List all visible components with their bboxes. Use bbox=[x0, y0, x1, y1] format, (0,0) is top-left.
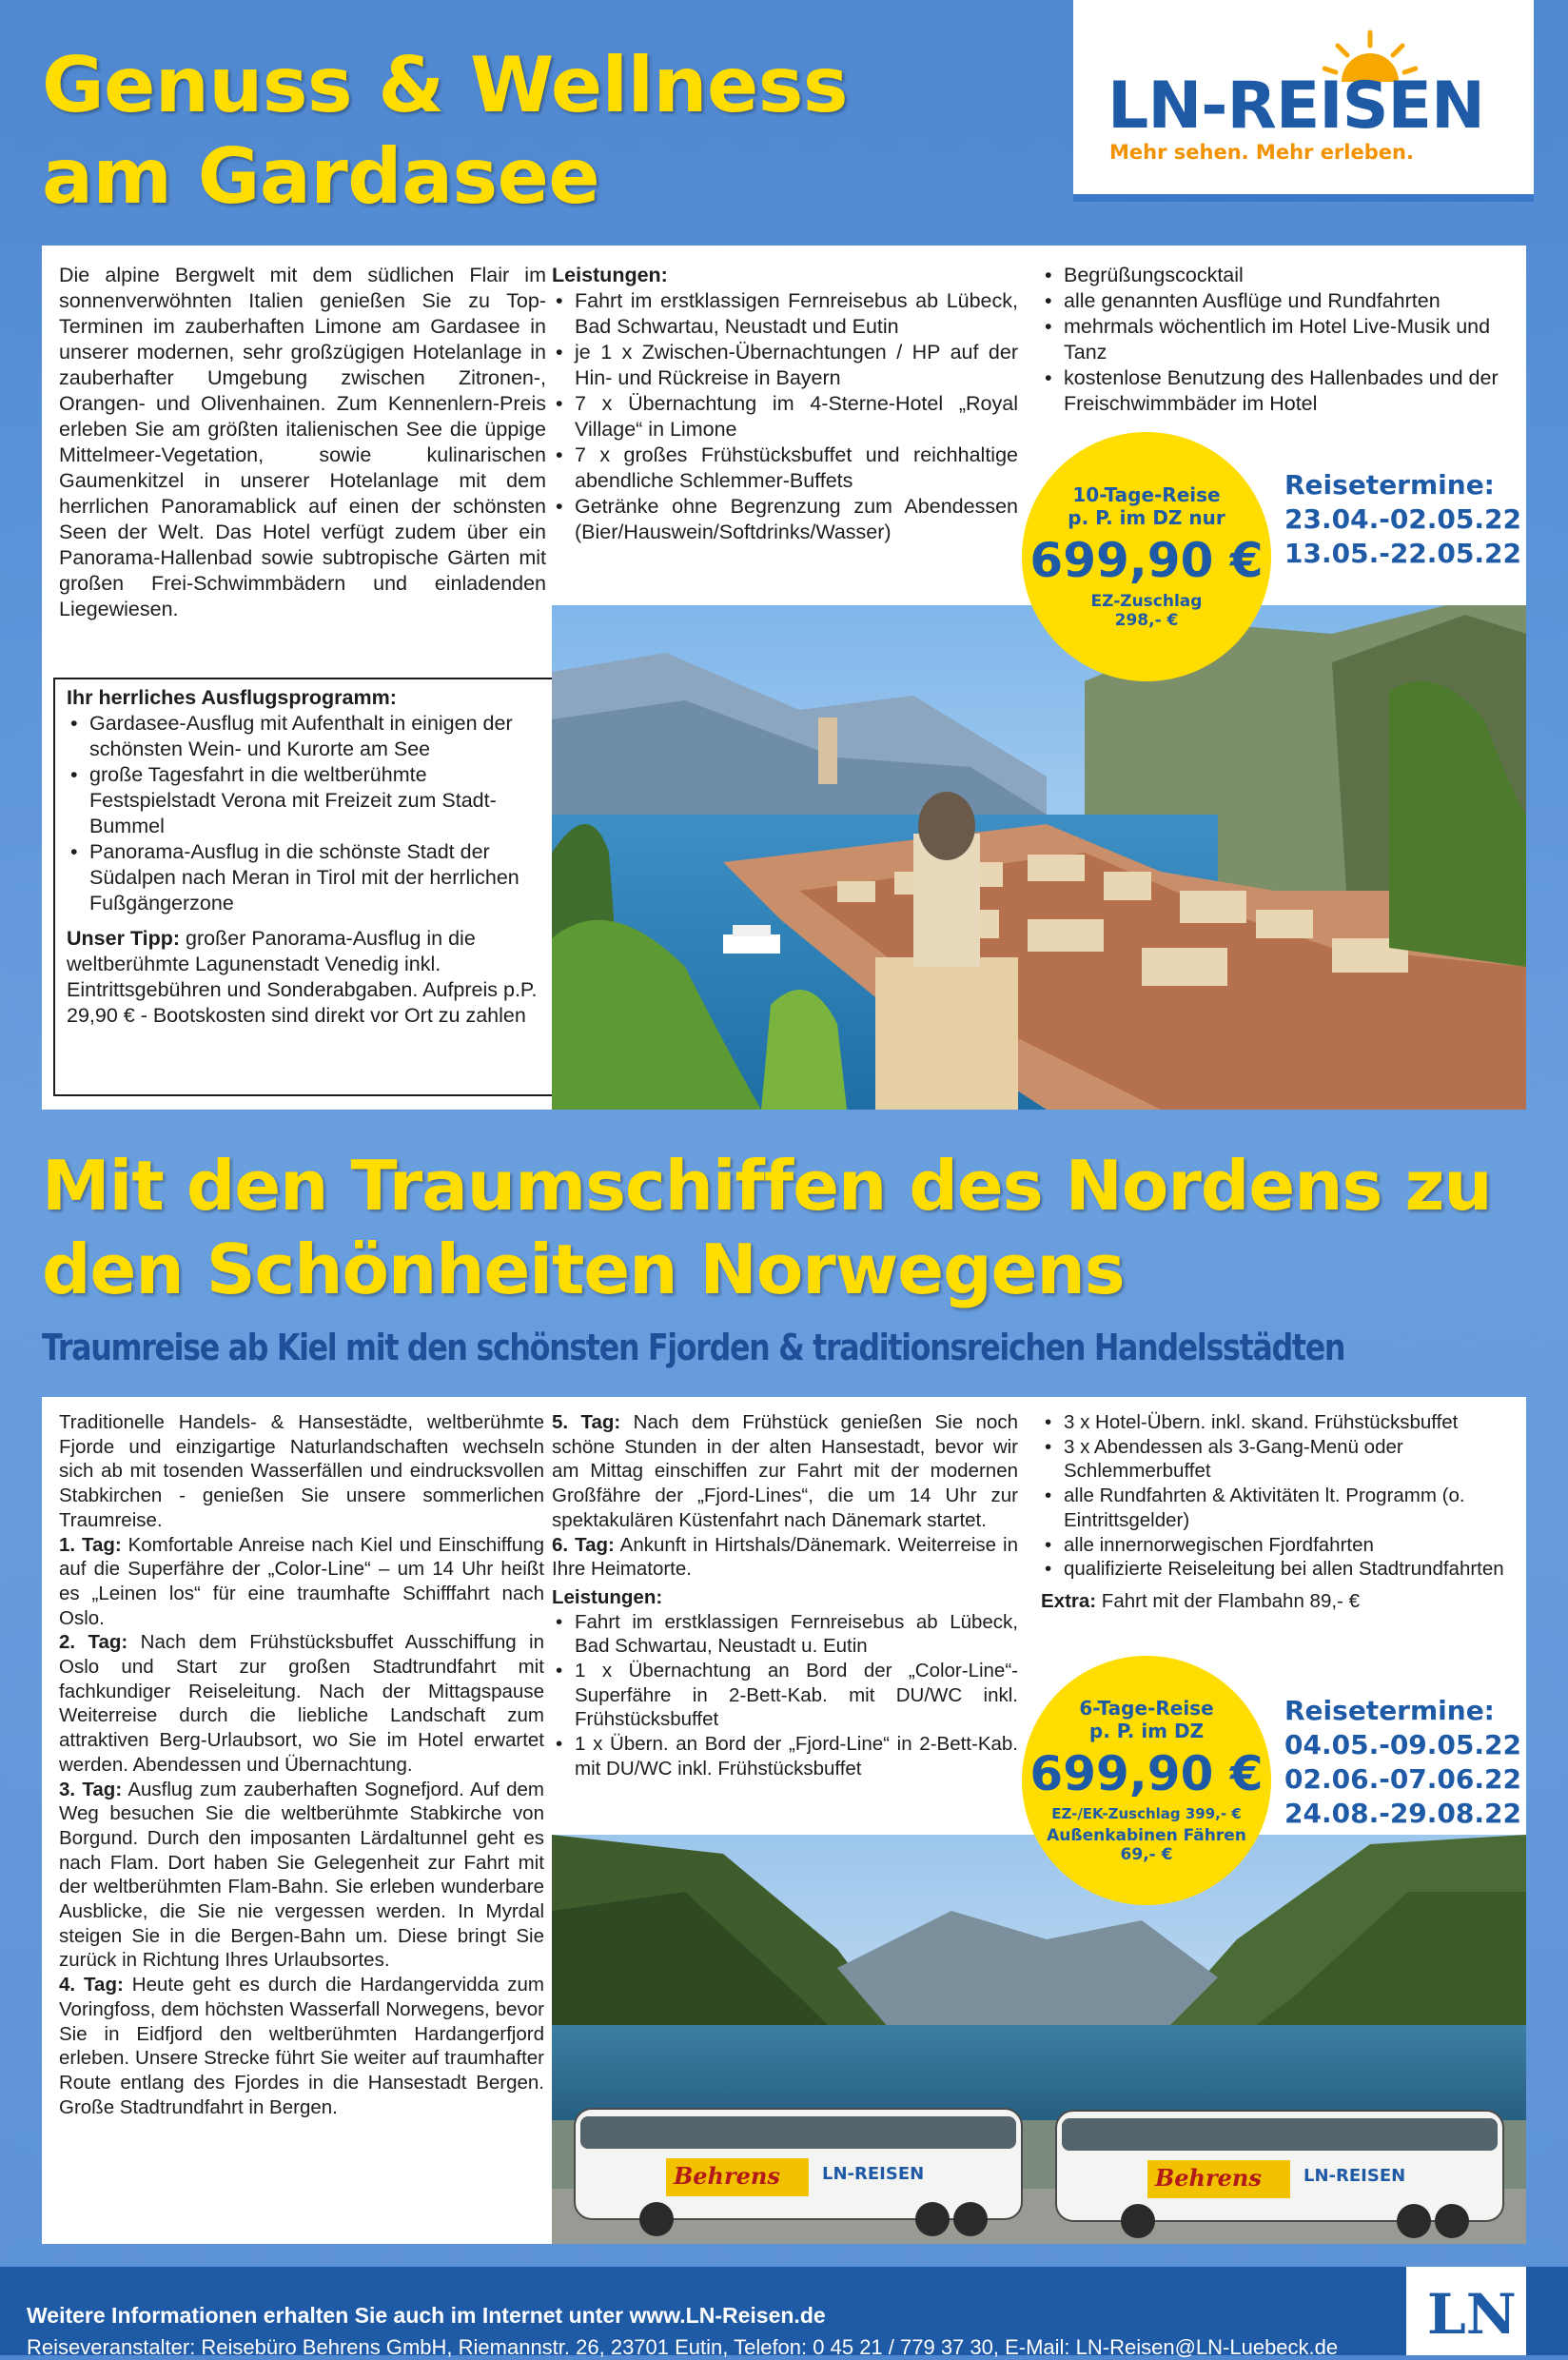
list-item: • Begrüßungscocktail bbox=[1041, 263, 1517, 288]
footer-contact: Reiseveranstalter: Reisebüro Behrens GmbH, Riemannstr. 26, 23701 Eutin, Telefon: 0 45 21 / 779 37 30, E-Mail: LN-Reisen@LN-Luebeck.de bbox=[27, 2335, 1339, 2359]
list-item: • 7 x großes Frühstücksbuffet und reichhaltige abendliche Schlemmer-Buffets bbox=[552, 442, 1018, 494]
day-label: 4. Tag: bbox=[59, 1974, 124, 1996]
badge-line2: p. P. im DZ nur bbox=[1068, 506, 1225, 529]
norwegen-title-2: den Schönheiten Norwegens bbox=[42, 1229, 1125, 1309]
list-item: • Fahrt im erstklassigen Fernreisebus ab Lübeck, Bad Schwartau, Neustadt u. Eutin bbox=[552, 1610, 1018, 1659]
ausflug-heading: Ihr herrliches Ausflugsprogramm: bbox=[67, 686, 397, 709]
list-item: • 3 x Abendessen als 3-Gang-Menü oder Schlemmerbuffet bbox=[1041, 1435, 1517, 1484]
tipp-label: Unser Tipp: bbox=[67, 927, 181, 950]
day-label: 5. Tag: bbox=[552, 1411, 621, 1433]
extra-text: Fahrt mit der Flambahn 89,- € bbox=[1096, 1589, 1360, 1612]
list-item: • je 1 x Zwischen-Übernachtungen / HP auf der Hin- und Rückreise in Bayern bbox=[552, 340, 1018, 391]
norwegen-price-badge bbox=[1022, 1656, 1271, 1905]
tipp-text: großer Panorama-Ausflug in die weltberühmte Lagunenstadt Venedig inkl. Eintrittsgebühren und Sonderabgaben. Aufpreis p.P. 29,90 € - Bootskosten sind direkt vor Ort zu zahlen bbox=[67, 927, 538, 1027]
extra-paragraph bbox=[1041, 1589, 1517, 1614]
day-paragraph bbox=[552, 1410, 1018, 1533]
list-item: • 7 x Übernachtung im 4-Sterne-Hotel „Royal Village“ in Limone bbox=[552, 391, 1018, 442]
tipp-paragraph bbox=[67, 926, 542, 1029]
day-paragraph bbox=[59, 1778, 544, 1974]
list-item: • 1 x Übernachtung an Bord der „Color-Line“-Superfähre in 2-Bett-Kab. mit DU/WC inkl. Frühstücksbuffet bbox=[552, 1659, 1018, 1732]
termine-date: 04.05.-09.05.22 bbox=[1284, 1729, 1521, 1760]
norwegen-col2 bbox=[552, 1410, 1018, 1781]
limone-photo bbox=[552, 605, 1526, 1110]
badge-extra2: 298,- € bbox=[1114, 611, 1179, 630]
gardasee-title-2: am Gardasee bbox=[42, 132, 600, 221]
day-paragraph bbox=[552, 1533, 1018, 1582]
ausflug-box bbox=[53, 678, 556, 1096]
norwegen-panel bbox=[42, 1397, 1526, 2244]
gardasee-leistungen bbox=[552, 263, 1018, 545]
termine-date: 02.06.-07.06.22 bbox=[1284, 1763, 1521, 1795]
badge-extra1: EZ-Zuschlag bbox=[1090, 592, 1203, 611]
badge-extra1: EZ-/EK-Zuschlag 399,- € bbox=[1051, 1805, 1242, 1822]
leistungen-heading: Leistungen: bbox=[552, 1585, 663, 1608]
day-paragraph bbox=[59, 1533, 544, 1631]
list-item: • 3 x Hotel-Übern. inkl. skand. Frühstücksbuffet bbox=[1041, 1410, 1517, 1435]
norwegen-subtitle: Traumreise ab Kiel mit den schönsten Fjorden & traditionsreichen Handelsstädten bbox=[42, 1327, 1345, 1368]
list-item: • Gardasee-Ausflug mit Aufenthalt in einigen der schönsten Wein- und Kurorte am See bbox=[67, 711, 542, 762]
list-item: • qualifizierte Reiseleitung bei allen Stadtrundfahrten bbox=[1041, 1557, 1517, 1582]
badge-line2: p. P. im DZ bbox=[1088, 1720, 1205, 1742]
bus-1-brand: Behrens bbox=[674, 2162, 780, 2190]
norwegen-col3 bbox=[1041, 1410, 1517, 1614]
bus-2-logo: LN-REISEN bbox=[1303, 2166, 1406, 2186]
badge-extra3: 69,- € bbox=[1120, 1845, 1173, 1864]
fjord-photo bbox=[552, 1835, 1526, 2244]
list-item: • alle innernorwegischen Fjordfahrten bbox=[1041, 1533, 1517, 1558]
norwegen-intro: Traditionelle Handels- & Hansestädte, weltberühmte Fjorde und einzigartige Naturlandschaften wechseln sich ab mit tosenden Wasserfällen und eindrucksvollen Stabkirchen - genießen Sie unsere sommerlichen Traumreise. bbox=[59, 1411, 544, 1531]
day-label: 3. Tag: bbox=[59, 1778, 123, 1800]
gardasee-leistungen-col3 bbox=[1041, 263, 1517, 417]
termine-date: 23.04.-02.05.22 bbox=[1284, 503, 1521, 535]
day-paragraph bbox=[59, 1630, 544, 1777]
list-item: • 1 x Übern. an Bord der „Fjord-Line“ in 2-Bett-Kab. mit DU/WC inkl. Frühstücksbuffet bbox=[552, 1732, 1018, 1780]
logo-box bbox=[1073, 0, 1534, 202]
day-paragraph bbox=[59, 1973, 544, 2119]
termine-heading: Reisetermine: bbox=[1284, 469, 1495, 501]
gardasee-panel bbox=[42, 246, 1526, 1110]
list-item: • alle Rundfahrten & Aktivitäten lt. Programm (o. Eintrittsgelder) bbox=[1041, 1484, 1517, 1532]
list-item: • Fahrt im erstklassigen Fernreisebus ab Lübeck, Bad Schwartau, Neustadt und Eutin bbox=[552, 288, 1018, 340]
logo-brand: LN-REISEN bbox=[1107, 69, 1484, 144]
gardasee-termine bbox=[1284, 468, 1521, 571]
leistungen-list bbox=[552, 288, 1018, 545]
bus-2-brand: Behrens bbox=[1155, 2164, 1262, 2192]
list-item: • Getränke ohne Begrenzung zum Abendessen (Bier/Hauswein/Softdrinks/Wasser) bbox=[552, 494, 1018, 545]
badge-line1: 10-Tage-Reise bbox=[1072, 483, 1221, 506]
badge-price: 699,90 € bbox=[1029, 533, 1264, 588]
footer bbox=[0, 2267, 1568, 2359]
bus-1 bbox=[575, 2109, 1022, 2236]
day-label: 2. Tag: bbox=[59, 1631, 128, 1654]
footer-logo: LN bbox=[1427, 2282, 1517, 2347]
day-text: Nach dem Frühstück genießen Sie noch schöne Stunden in der alten Hansestadt, bevor wir am Mittag einschiffen zur Fahrt mit der modernen Großfähre der „Fjord-Lines“, die um 14 Uhr zur spektakulären Küstenfahrt nach Dänemark startet. bbox=[552, 1411, 1018, 1531]
list-item: • große Tagesfahrt in die weltberühmte Festspielstadt Verona mit Freizeit zum Stadt-Bummel bbox=[67, 762, 542, 839]
termine-heading: Reisetermine: bbox=[1284, 1695, 1495, 1726]
gardasee-intro-text: Die alpine Bergwelt mit dem südlichen Flair im sonnenverwöhnten Italien genießen Sie zu Top-Terminen im zauberhaften Limone am Gardasee in unserer modernen, sehr großzügigen Hotelanlage in zauberhafter Umgebung zwischen Zitronen-, Orangen- und Olivenhainen. Zum Kennenlern-Preis erleben Sie am größten italienischen See die üppige Mittelmeer-Vegetation, sowie kulinarischen Gaumenkitzel in unserer Hotelanlage mit dem herrlichen Panoramablick auf einen der schönsten Seen der Welt. Das Hotel verfügt zudem über ein Panorama-Hallenbad sowie subtropische Gärten mit großen Frei-Schwimmbädern und einladenden Liegewiesen. bbox=[59, 264, 546, 620]
leistungen-list-col3 bbox=[1041, 263, 1517, 417]
list-item: • mehrmals wöchentlich im Hotel Live-Musik und Tanz bbox=[1041, 314, 1517, 365]
gardasee-intro bbox=[59, 263, 546, 622]
leistungen-heading: Leistungen: bbox=[552, 264, 668, 286]
list-item: • kostenlose Benutzung des Hallenbades und der Freischwimmbäder im Hotel bbox=[1041, 365, 1517, 417]
list-item: • Panorama-Ausflug in die schönste Stadt der Südalpen nach Meran in Tirol mit der herrlichen Fußgängerzone bbox=[67, 839, 542, 916]
extra-label: Extra: bbox=[1041, 1589, 1097, 1612]
badge-line1: 6-Tage-Reise bbox=[1079, 1697, 1214, 1720]
termine-date: 24.08.-29.08.22 bbox=[1284, 1798, 1521, 1829]
day-label: 6. Tag: bbox=[552, 1533, 615, 1556]
bus-1-logo: LN-REISEN bbox=[822, 2164, 925, 2184]
footer-logo-box bbox=[1406, 2267, 1526, 2355]
ausflug-list bbox=[67, 711, 542, 916]
logo-slogan: Mehr sehen. Mehr erleben. bbox=[1109, 141, 1414, 164]
leistungen-list-col3 bbox=[1041, 1410, 1517, 1582]
badge-price: 699,90 € bbox=[1029, 1746, 1264, 1801]
norwegen-title-1: Mit den Traumschiffen des Nordens zu bbox=[42, 1146, 1492, 1226]
gardasee-title-1: Genuss & Wellness bbox=[42, 41, 848, 129]
day-text: Komfortable Anreise nach Kiel und Einschiffung auf die Superfähre der „Color-Line“ – um 14 Uhr heißt es „Leinen los“ für eine traumhafte Schifffahrt nach Oslo. bbox=[59, 1533, 544, 1629]
badge-extra2: Außenkabinen Fähren bbox=[1047, 1826, 1246, 1845]
day-label: 1. Tag: bbox=[59, 1533, 122, 1556]
leistungen-list bbox=[552, 1610, 1018, 1781]
termine-date: 13.05.-22.05.22 bbox=[1284, 538, 1521, 569]
day-text: Heute geht es durch die Hardangervidda zum Voringfoss, dem höchsten Wasserfall Norwegens, bevor Sie in Eidfjord den weltberühmten Hardangerfjord erleben. Unsere Strecke führt Sie weiter auf traumhafter Route entlang des Fjordes in die Hansestadt Bergen. Große Stadtrundfahrt in Bergen. bbox=[59, 1974, 545, 2118]
norwegen-col1 bbox=[59, 1410, 544, 2119]
day-text: Nach dem Frühstücksbuffet Ausschiffung in Oslo und Start zur großen Stadtrundfahrt mit fachkundiger Reiseleitung. Nach der Mittagspause Weiterreise durch die liebliche Landschaft zum attraktiven Berg-Urlaubsort, wo Sie im Hotel erwartet werden. Abendessen und Übernachtung. bbox=[59, 1631, 544, 1776]
norwegen-termine bbox=[1284, 1694, 1521, 1831]
day-text: Ausflug zum zauberhaften Sognefjord. Auf dem Weg besuchen Sie die weltberühmte Stabkirche von Borgund. Durch den imposanten Lärdaltunnel geht es nach Flam. Dort haben Sie Gelegenheit zur Fahrt mit der weltberühmten Flam-Bahn. Sie erleben wunderbare Ausblicke, die Sie nie vergessen werden. In Myrdal steigen Sie in die Bergen-Bahn um. Diese bringt Sie zurück in Richtung Ihres Urlaubsortes. bbox=[59, 1778, 544, 1972]
day-text: Ankunft in Hirtshals/Dänemark. Weiterreise in Ihre Heimatorte. bbox=[552, 1533, 1018, 1581]
footer-info: Weitere Informationen erhalten Sie auch im Internet unter www.LN-Reisen.de bbox=[27, 2303, 826, 2328]
bus-2 bbox=[1056, 2111, 1503, 2238]
list-item: • alle genannten Ausflüge und Rundfahrten bbox=[1041, 288, 1517, 314]
gardasee-price-badge bbox=[1022, 432, 1271, 681]
